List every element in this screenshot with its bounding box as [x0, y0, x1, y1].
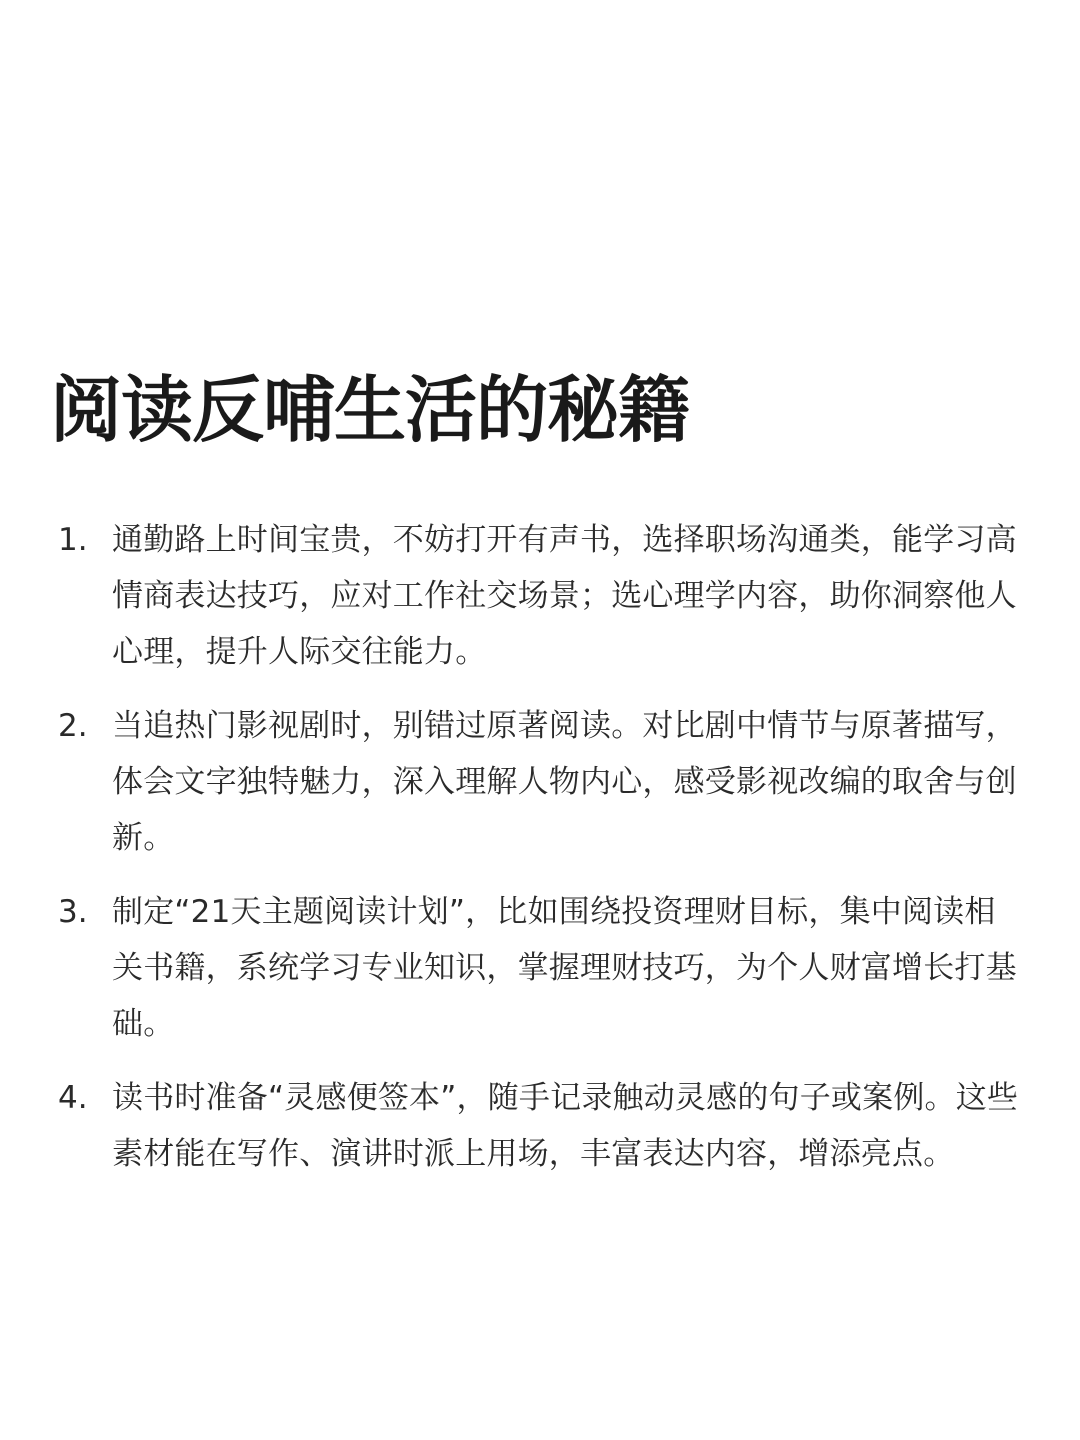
list-item-text: 制定“21天主题阅读计划”，比如围绕投资理财目标，集中阅读相关书籍，系统学习专业知识，掌握理财技巧，为个人财富增长打基础。	[112, 894, 1017, 1042]
page-title: 阅读反哺生活的秘籍	[50, 368, 690, 452]
list-item	[58, 698, 1024, 866]
list-item	[58, 1070, 1024, 1182]
list-item-number: 1.	[58, 522, 88, 558]
list-item-number: 4.	[58, 1080, 88, 1116]
list-item-text: 读书时准备“灵感便签本”，随手记录触动灵感的句子或案例。这些素材能在写作、演讲时派上用场，丰富表达内容，增添亮点。	[112, 1080, 1019, 1172]
list-item-text: 当追热门影视剧时，别错过原著阅读。对比剧中情节与原著描写，体会文字独特魅力，深入理解人物内心，感受影视改编的取舍与创新。	[112, 708, 1017, 856]
tips-list	[58, 512, 1024, 1200]
list-item-number: 2.	[58, 708, 88, 744]
list-item-text: 通勤路上时间宝贵，不妨打开有声书，选择职场沟通类，能学习高情商表达技巧，应对工作社交场景；选心理学内容，助你洞察他人心理，提升人际交往能力。	[112, 522, 1017, 670]
list-item	[58, 512, 1024, 680]
list-item	[58, 884, 1024, 1052]
list-item-number: 3.	[58, 894, 88, 930]
